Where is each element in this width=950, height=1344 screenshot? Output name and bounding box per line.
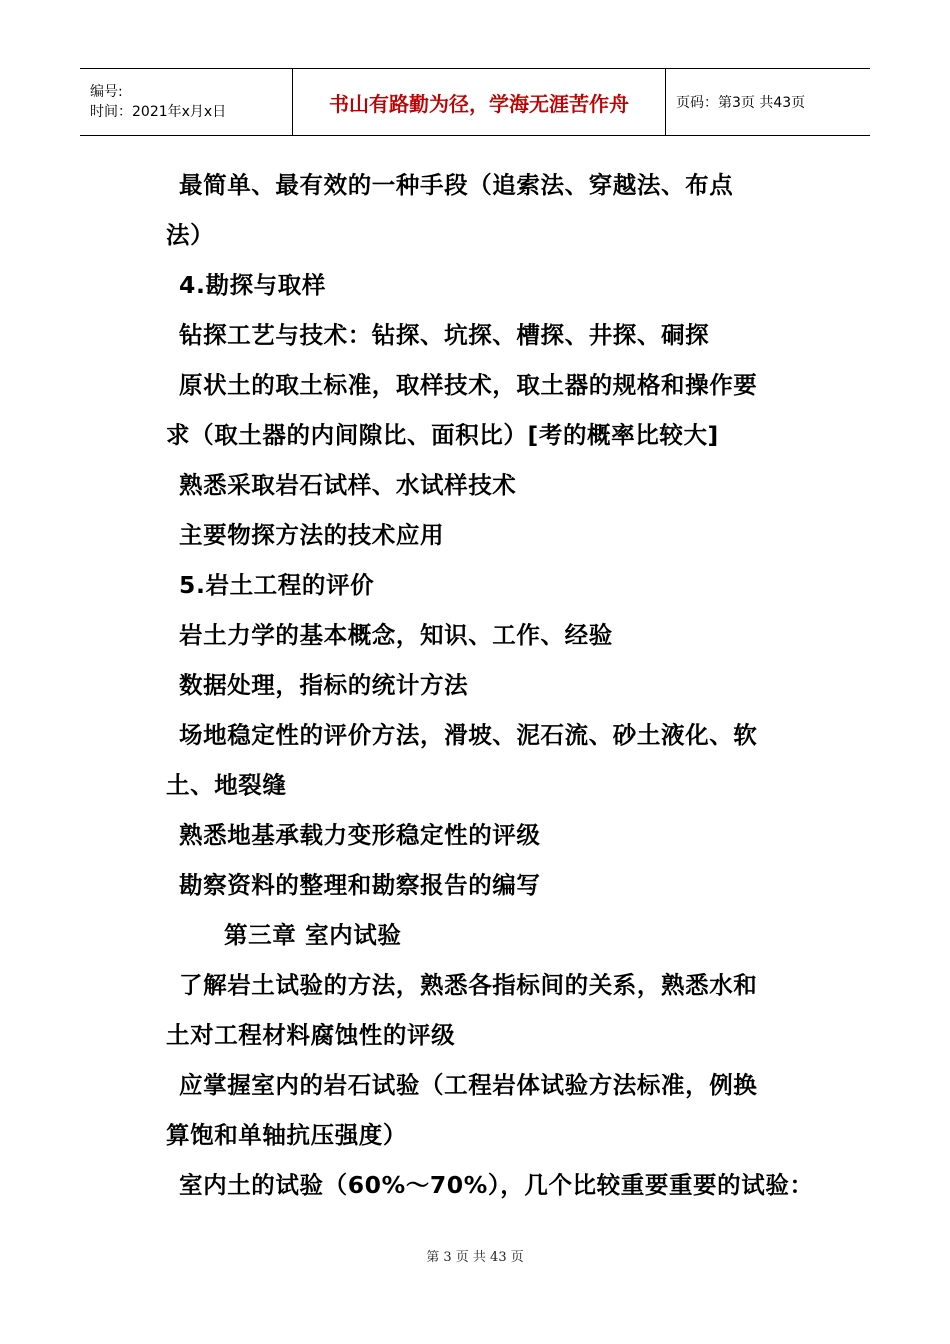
body-line: 勘察资料的整理和勘察报告的编写 bbox=[179, 871, 541, 899]
body-line: 室内土的试验（60%～70%），几个比较重要重要的试验： bbox=[179, 1171, 814, 1199]
document-body bbox=[166, 160, 816, 1210]
section-heading: 4.勘探与取样 bbox=[179, 271, 326, 299]
header-motto: 书山有路勤为径，学海无涯苦作舟 bbox=[293, 69, 666, 136]
body-line: 土对工程材料腐蚀性的评级 bbox=[166, 1021, 456, 1049]
page-footer: 第 3 页 共 43 页 bbox=[426, 1250, 524, 1265]
document-number-label: 编号: bbox=[90, 84, 123, 100]
body-line: 了解岩土试验的方法，熟悉各指标间的关系，熟悉水和 bbox=[179, 971, 758, 999]
body-line: 求（取土器的内间隙比、面积比）[考的概率比较大] bbox=[166, 421, 719, 449]
section-heading: 5.岩土工程的评价 bbox=[179, 571, 375, 599]
document-date: 时间：2021年x月x日 bbox=[90, 104, 227, 120]
chapter-heading: 第三章 室内试验 bbox=[224, 921, 402, 949]
body-line: 岩土力学的基本概念，知识、工作、经验 bbox=[179, 621, 613, 649]
body-line: 熟悉采取岩石试样、水试样技术 bbox=[179, 471, 517, 499]
body-line: 主要物探方法的技术应用 bbox=[179, 521, 445, 549]
page-header bbox=[80, 68, 870, 136]
body-line: 场地稳定性的评价方法，滑坡、泥石流、砂土液化、软 bbox=[179, 721, 758, 749]
body-line: 最简单、最有效的一种手段（追索法、穿越法、布点 bbox=[179, 171, 734, 199]
body-line: 钻探工艺与技术：钻探、坑探、槽探、井探、硐探 bbox=[179, 321, 710, 349]
body-line: 原状土的取土标准，取样技术，取土器的规格和操作要 bbox=[179, 371, 758, 399]
body-line: 应掌握室内的岩石试验（工程岩体试验方法标准，例换 bbox=[179, 1071, 758, 1099]
header-meta bbox=[80, 69, 293, 136]
body-line: 土、地裂缝 bbox=[166, 771, 287, 799]
body-line: 数据处理，指标的统计方法 bbox=[179, 671, 469, 699]
header-page-info: 页码：第3页 共43页 bbox=[676, 95, 806, 111]
body-line: 法） bbox=[166, 221, 215, 249]
body-line: 算饱和单轴抗压强度） bbox=[166, 1121, 407, 1149]
body-line: 熟悉地基承载力变形稳定性的评级 bbox=[179, 821, 541, 849]
